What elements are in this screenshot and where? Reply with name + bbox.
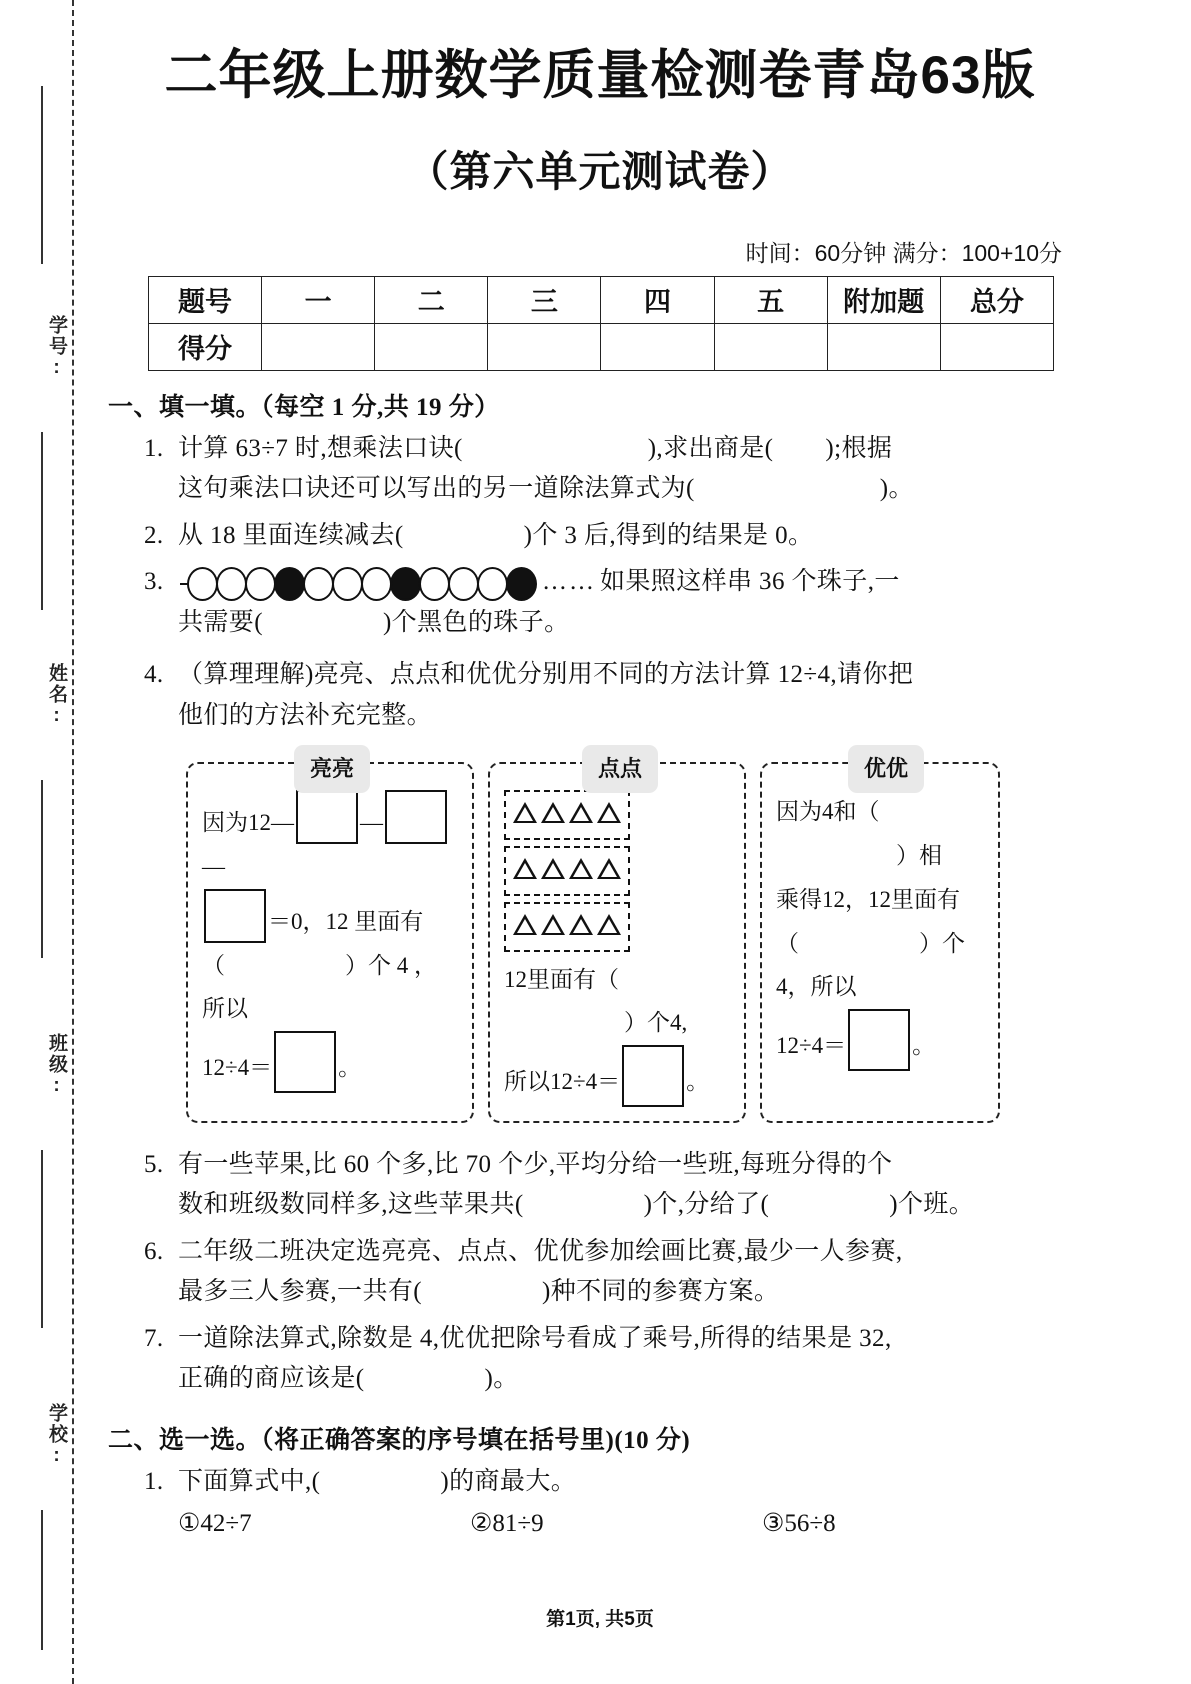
score-table-score-row: [149, 323, 1054, 370]
question-number: 1.: [144, 1467, 164, 1495]
binding-dashed-line: [72, 0, 74, 1684]
score-table-col-1: 一: [262, 276, 375, 323]
triangle-group-2: [504, 846, 630, 896]
method-tag-liangliang: 亮亮: [294, 745, 370, 793]
question-body: [178, 516, 1100, 557]
question-1-4: [144, 655, 1100, 736]
question-1-6: [144, 1232, 1100, 1313]
question-number: 2.: [144, 521, 164, 549]
triangle-icon: [541, 914, 565, 935]
score-table: [148, 276, 1054, 371]
q5-line2: [178, 1185, 1100, 1226]
triangle-icon: [569, 858, 593, 879]
method-box-youyou: [760, 756, 1000, 1122]
triangle-group-1: [504, 790, 630, 840]
page-footer: 第1页, 共5页: [546, 1609, 654, 1630]
q1-line2-part-a: 这句乘法口诀还可以写出的另一道除法算式为(: [178, 475, 695, 503]
q1-line2-part-b: )。: [879, 475, 914, 503]
m3-seg1: 因为4和（: [776, 799, 880, 825]
bead-black: [274, 567, 305, 601]
m3-seg5: ）个4，所以: [776, 930, 965, 1000]
m2-seg4: 。: [686, 1068, 710, 1094]
bead-white: [419, 567, 450, 601]
triangle-icon: [541, 858, 565, 879]
q2-part-a: 从 18 里面连续减去(: [178, 521, 404, 549]
m1-line4: [202, 1031, 460, 1093]
bead-black: [506, 567, 537, 601]
side-divider-5: [41, 1510, 43, 1650]
question-number: 1.: [144, 434, 164, 462]
triangle-icon: [513, 858, 537, 879]
m3-line4: [776, 1009, 986, 1071]
m1-seg3: —: [202, 854, 225, 880]
question-1-3: [144, 562, 1100, 643]
bead-white: [245, 567, 276, 601]
q3-part-b: 如果照这样串 36 个珠子,一: [600, 568, 900, 596]
question-2-1-options: [178, 1508, 1100, 1538]
m1-seg7: 12÷4＝: [202, 1054, 273, 1080]
m1-seg6: ）个 4 ， 所以: [202, 952, 437, 1022]
question-2-1: [144, 1462, 1100, 1503]
score-table-col-total: 总分: [940, 276, 1053, 323]
option-1[interactable]: ①42÷7: [178, 1510, 252, 1538]
question-1-5: [144, 1145, 1100, 1226]
bead-white: [332, 567, 363, 601]
question-body: [178, 562, 1100, 643]
m1-answer-box-3[interactable]: [204, 889, 266, 943]
q7-line1: 一道除法算式,除数是 4,优优把除号看成了乘号,所得的结果是 32,: [178, 1324, 892, 1352]
m2-triangles-row2: [504, 902, 732, 958]
m2-triangles-row1: [504, 790, 732, 901]
q4-line2: 他们的方法补充完整。: [178, 701, 433, 729]
q6-part-a: 最多三人参赛,一共有(: [178, 1278, 422, 1306]
triangle-icon: [569, 914, 593, 935]
bead-black: [390, 567, 421, 601]
q3-ellipsis: ……: [542, 568, 596, 596]
triangle-icon: [541, 802, 565, 823]
q2-1-part-b: )的商最大。: [440, 1467, 577, 1495]
m3-seg4: （: [776, 930, 799, 956]
m3-seg2: ）相: [896, 843, 942, 869]
m1-answer-box-1[interactable]: [296, 790, 358, 844]
method-box-liangliang: [186, 756, 474, 1122]
triangle-group-3: [504, 902, 630, 952]
question-body: [178, 429, 1100, 510]
question-number: 5.: [144, 1150, 164, 1178]
question-number: 6.: [144, 1237, 164, 1265]
q5-line1: 有一些苹果,比 60 个多,比 70 个少,平均分给一些班,每班分得的个: [178, 1150, 893, 1178]
score-cell-2[interactable]: [375, 323, 488, 370]
option-3[interactable]: ③56÷8: [762, 1510, 836, 1538]
score-cell-4[interactable]: [601, 323, 714, 370]
m1-seg5: （: [202, 952, 225, 978]
m1-line2: [202, 889, 460, 944]
score-cell-3[interactable]: [488, 323, 601, 370]
side-label-student-id: 学号:: [46, 314, 67, 380]
question-body: [178, 1319, 1100, 1400]
m3-line3: [776, 922, 986, 1009]
bead-white: [187, 567, 218, 601]
q2-1-part-a: 下面算式中,(: [178, 1467, 321, 1495]
page-title: 二年级上册数学质量检测卷青岛63版: [164, 46, 1036, 105]
score-table-col-bonus: 附加题: [827, 276, 940, 323]
method-tag-youyou: 优优: [848, 745, 924, 793]
method-boxes-group: [186, 756, 1008, 1122]
question-1-7: [144, 1319, 1100, 1400]
bead-white: [448, 567, 479, 601]
m1-line3: [202, 944, 460, 1031]
section-heading-fill-in: 一、填一填。（每空 1 分,共 19 分）: [108, 393, 500, 421]
method-tag-diandian: 点点: [582, 745, 658, 793]
score-table-col-3: 三: [488, 276, 601, 323]
page-subtitle: （第六单元测试卷）: [406, 147, 794, 195]
m3-seg6: 12÷4＝: [776, 1032, 847, 1058]
score-table-col-5: 五: [714, 276, 827, 323]
m1-seg2: —: [360, 810, 383, 836]
score-table-row-label-score: 得分: [149, 323, 262, 370]
m1-seg8: 。: [338, 1054, 362, 1080]
score-cell-bonus[interactable]: [827, 323, 940, 370]
m2-seg2: ）个4,: [624, 1010, 688, 1036]
m2-line2: [504, 1045, 732, 1107]
score-table-row-label-question: 题号: [149, 276, 262, 323]
side-divider-4: [41, 1150, 43, 1328]
m3-answer-box-1[interactable]: [848, 1009, 910, 1071]
q5-part-c: )个班。: [889, 1191, 975, 1219]
score-table-col-2: 二: [375, 276, 488, 323]
q5-part-a: 数和班级数同样多,这些苹果共(: [178, 1191, 524, 1219]
q1-line1-part-a: 计算 63÷7 时,想乘法口诀(: [178, 434, 463, 462]
question-body: [178, 655, 1100, 736]
question-body: [178, 1462, 1100, 1503]
question-body: [178, 1145, 1100, 1226]
m3-line2: 乘得12，12里面有: [776, 886, 960, 912]
side-label-column: [14, 0, 70, 1684]
q5-part-b: )个,分给了(: [643, 1191, 770, 1219]
bead-white: [216, 567, 247, 601]
exam-meta-info: 时间：60分钟 满分：100+10分: [745, 239, 1062, 266]
score-table-col-4: 四: [601, 276, 714, 323]
side-divider-3: [41, 780, 43, 958]
score-cell-1[interactable]: [262, 323, 375, 370]
side-label-name: 姓名:: [46, 662, 67, 728]
bead-white: [477, 567, 508, 601]
side-divider-2: [41, 432, 43, 610]
triangle-icon: [513, 914, 537, 935]
bead-string-diagram: [180, 567, 537, 601]
question-body: [178, 1232, 1100, 1313]
side-label-class: 班级:: [46, 1032, 67, 1098]
q6-part-b: )种不同的参赛方案。: [541, 1278, 780, 1306]
m1-seg1: 因为12—: [202, 810, 294, 836]
q6-line1: 二年级二班决定选亮亮、点点、优优参加绘画比赛,最少一人参赛,: [178, 1237, 903, 1265]
triangle-icon: [597, 858, 621, 879]
option-2[interactable]: ②81÷9: [470, 1510, 544, 1538]
bead-white: [361, 567, 392, 601]
q4-line1: （算理理解)亮亮、点点和优优分别用不同的方法计算 12÷4,请你把: [178, 661, 914, 689]
q3-line2-part-b: )个黑色的珠子。: [382, 608, 570, 636]
side-divider-1: [41, 86, 43, 264]
method-box-diandian: [488, 756, 746, 1122]
m2-seg3: 所以12÷4＝: [504, 1068, 621, 1094]
triangle-icon: [569, 802, 593, 823]
score-cell-5[interactable]: [714, 323, 827, 370]
m2-answer-box-1[interactable]: [622, 1045, 684, 1107]
q7-part-b: )。: [484, 1365, 519, 1393]
q1-line1-part-b: ),求出商是(: [647, 434, 774, 462]
q7-part-a: 正确的商应该是(: [178, 1365, 365, 1393]
triangle-icon: [597, 802, 621, 823]
m2-seg1: 12里面有（: [504, 966, 619, 992]
triangle-icon: [597, 914, 621, 935]
question-number: 3.: [144, 568, 164, 596]
triangle-icon: [513, 802, 537, 823]
m1-answer-box-2[interactable]: [385, 790, 447, 844]
exam-page: [100, 0, 1100, 1684]
q3-line2-part-a: 共需要(: [178, 608, 263, 636]
q3-line2: [178, 603, 1100, 644]
m2-line1: [504, 958, 732, 1045]
score-table-header-row: [149, 276, 1054, 323]
m3-seg7: 。: [912, 1032, 936, 1058]
q1-line2: [178, 469, 1100, 510]
q6-line2: [178, 1272, 1100, 1313]
bead-white: [303, 567, 334, 601]
question-1-2: [144, 516, 1100, 557]
q2-part-b: )个 3 后,得到的结果是 0。: [523, 521, 814, 549]
question-1-1: [144, 429, 1100, 510]
score-cell-total[interactable]: [940, 323, 1053, 370]
m1-answer-box-4[interactable]: [274, 1031, 336, 1093]
question-number: 4.: [144, 661, 164, 689]
q7-line2: [178, 1359, 1100, 1400]
m1-seg4: ＝0，12 里面有: [268, 908, 424, 934]
q1-line1-part-c: );根据: [825, 434, 893, 462]
side-label-school: 学校:: [46, 1402, 67, 1468]
question-number: 7.: [144, 1324, 164, 1352]
section-heading-multiple-choice: 二、选一选。（将正确答案的序号填在括号里)(10 分): [108, 1426, 691, 1454]
